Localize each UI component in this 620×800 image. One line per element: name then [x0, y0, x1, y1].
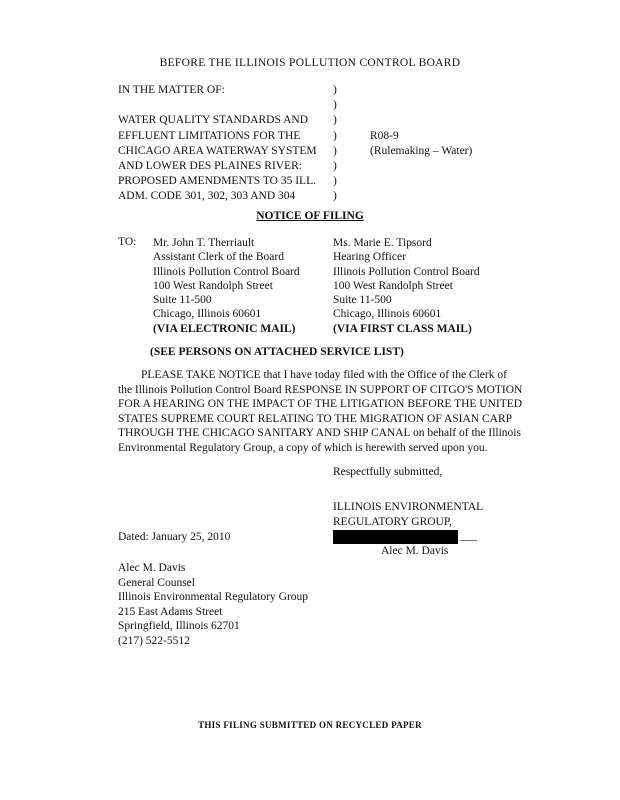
contact-line: General Counsel: [118, 576, 195, 589]
closing: Respectfully submitted,: [333, 466, 443, 478]
contact-line: Alec M. Davis: [118, 562, 186, 574]
address-line: Assistant Clerk of the Board: [153, 251, 284, 264]
notice-title: NOTICE OF FILING: [256, 210, 364, 222]
address-line: Illinois Pollution Control Board: [153, 265, 300, 278]
body-line: FOR A HEARING ON THE IMPACT OF THE LITIGATION BEFORE THE UNITED: [118, 398, 523, 411]
paren: ): [333, 114, 337, 127]
address-line: 100 West Randolph Street: [333, 279, 453, 292]
org-line: ILLINOIS ENVIRONMENTAL: [333, 501, 484, 513]
docket-number: R08-9: [370, 130, 399, 142]
body-line: STATES SUPREME COURT RELATING TO THE MIGRATION OF ASIAN CARP: [118, 412, 513, 425]
paren: ): [333, 129, 337, 142]
service-list-note: (SEE PERSONS ON ATTACHED SERVICE LIST): [150, 346, 404, 358]
paren: ): [333, 99, 337, 112]
address-line: Mr. John T. Therriault: [153, 237, 255, 249]
caption-line: PROPOSED AMENDMENTS TO 35 ILL.: [118, 175, 316, 188]
address-line: Ms. Marie E. Tipsord: [333, 237, 432, 249]
recipient-clerk: [153, 236, 300, 336]
caption-line: ADM. CODE 301, 302, 303 AND 304: [118, 190, 296, 203]
contact-line: Springfield, Illinois 62701: [118, 620, 240, 633]
contact-block: [118, 561, 308, 649]
contact-line: (217) 522-5512: [118, 634, 190, 647]
recycled-paper-footer: THIS FILING SUBMITTED ON RECYCLED PAPER: [198, 720, 422, 730]
paren: ): [333, 159, 337, 172]
address-line: Suite 11-500: [153, 294, 212, 307]
dated: Dated: January 25, 2010: [118, 531, 231, 543]
caption-parens: [333, 83, 337, 205]
caption-line: CHICAGO AREA WATERWAY SYSTEM: [118, 144, 317, 157]
caption-line: EFFLUENT LIMITATIONS FOR THE: [118, 129, 301, 142]
redacted-signature: [333, 530, 458, 544]
body-line: THROUGH THE CHICAGO SANITARY AND SHIP CANAL on behalf of the Illinois: [118, 427, 521, 440]
paren: ): [333, 175, 337, 188]
address-line: 100 West Randolph Street: [153, 279, 273, 292]
paren: ): [333, 144, 337, 157]
org-line: REGULATORY GROUP,: [333, 515, 452, 528]
body-line: PLEASE TAKE NOTICE that I have today filed with the Office of the Clerk of: [118, 369, 507, 381]
address-line: Chicago, Illinois 60601: [153, 308, 262, 321]
paren: ): [333, 84, 337, 96]
signer-name: Alec M. Davis: [381, 545, 449, 557]
contact-line: Illinois Environmental Regulatory Group: [118, 591, 309, 604]
address-line: Suite 11-500: [333, 294, 392, 307]
notice-body: [118, 368, 523, 456]
caption-line: WATER QUALITY STANDARDS AND: [118, 114, 308, 127]
body-line: Environmental Regulatory Group, a copy of which is herewith served upon you.: [118, 441, 488, 454]
board-title: BEFORE THE ILLINOIS POLLUTION CONTROL BOARD: [159, 57, 461, 69]
paren: ): [333, 190, 337, 203]
docket-info: [370, 129, 472, 159]
contact-line: 215 East Adams Street: [118, 605, 223, 618]
delivery-method: (VIA ELECTRONIC MAIL): [153, 322, 296, 335]
address-line: Chicago, Illinois 60601: [333, 308, 442, 321]
address-line: Hearing Officer: [333, 251, 406, 264]
delivery-method: (VIA FIRST CLASS MAIL): [333, 322, 472, 335]
address-line: Illinois Pollution Control Board: [333, 265, 480, 278]
caption-line: [118, 98, 317, 113]
caption-line: IN THE MATTER OF:: [118, 84, 225, 96]
recipient-hearing-officer: [333, 236, 480, 336]
body-line: the Illinois Pollution Control Board RESPONSE IN SUPPORT OF CITGO'S MOTION: [118, 383, 523, 396]
caption-matter: [118, 83, 317, 205]
caption-line: AND LOWER DES PLAINES RIVER:: [118, 159, 302, 172]
docket-type: (Rulemaking – Water): [370, 145, 473, 158]
signature-block: [333, 466, 483, 529]
signature-underscore: ___: [460, 530, 478, 542]
to-label: TO:: [118, 236, 137, 248]
